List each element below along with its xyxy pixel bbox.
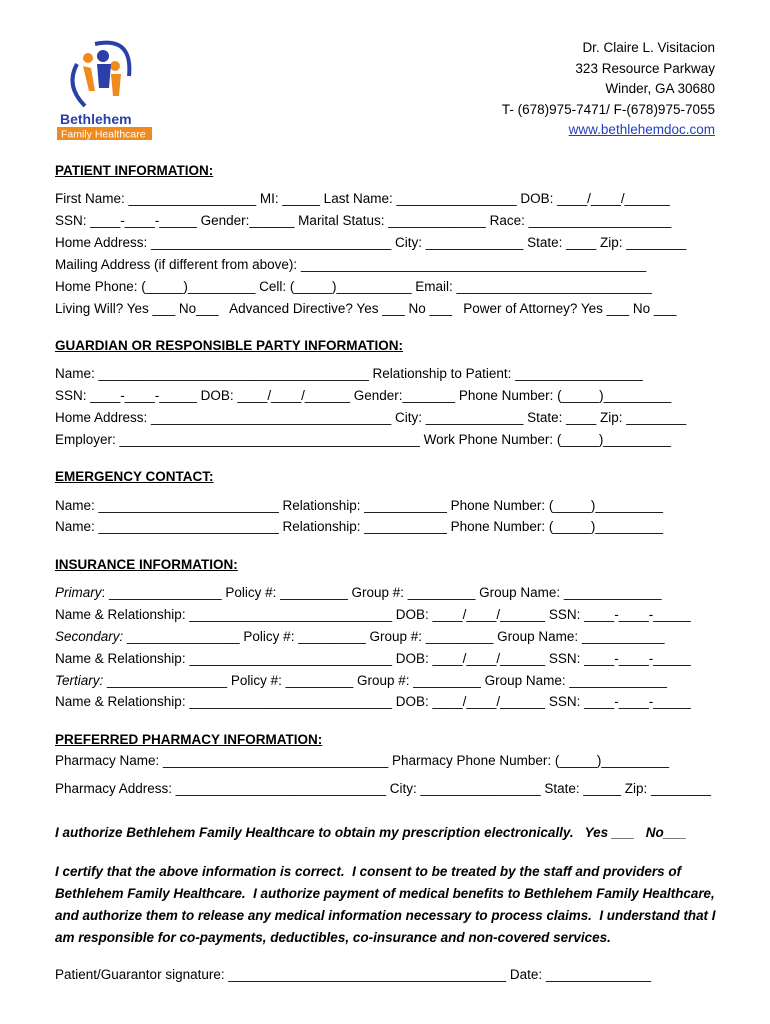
primary-label: Primary bbox=[55, 585, 102, 600]
practice-logo bbox=[55, 36, 155, 140]
practice-contact bbox=[502, 38, 715, 141]
insurance-primary-row[interactable] bbox=[55, 584, 661, 601]
emergency-contact-row-2[interactable]: Name: ________________________ Relationship: ___________ Phone Number: (_____)_________ bbox=[55, 519, 664, 534]
patient-name-row[interactable]: First Name: _________________ MI: _____ Last Name: ________________ DOB: ____/____/______ bbox=[55, 191, 670, 206]
tertiary-fields[interactable]: ________________ Policy #: _________ Group #: _________ Group Name: _____________ bbox=[103, 673, 667, 688]
insurance-secondary-relationship-row[interactable]: Name & Relationship: ___________________________ DOB: ____/____/______ SSN: ____-____-_____ bbox=[55, 651, 691, 666]
guardian-heading: GUARDIAN OR RESPONSIBLE PARTY INFORMATION: bbox=[55, 338, 404, 353]
pharmacy-heading: PREFERRED PHARMACY INFORMATION: bbox=[55, 732, 323, 747]
logo-word-bethlehem: Bethlehem bbox=[60, 111, 132, 127]
certify-line-3: and authorize them to release any medical information necessary to process claims. I understand that I bbox=[55, 908, 716, 923]
signature-row[interactable]: Patient/Guarantor signature: _____________________________________ Date: ______________ bbox=[55, 967, 652, 982]
certify-line-4: am responsible for co-payments, deductibles, co-insurance and non-covered services. bbox=[55, 930, 611, 945]
patient-directives-row[interactable]: Living Will? Yes ___ No___ Advanced Directive? Yes ___ No ___ Power of Attorney? Yes ___ No ___ bbox=[55, 301, 677, 316]
emergency-heading: EMERGENCY CONTACT: bbox=[55, 469, 214, 484]
patient-address-row[interactable]: Home Address: ________________________________ City: _____________ State: ____ Zip: ________ bbox=[55, 235, 687, 250]
patient-phone-row[interactable]: Home Phone: (_____)_________ Cell: (_____)__________ Email: __________________________ bbox=[55, 279, 652, 294]
pharmacy-address-row[interactable]: Pharmacy Address: ____________________________ City: ________________ State: _____ Zip: ________ bbox=[55, 781, 712, 796]
doctor-name: Dr. Claire L. Visitacion bbox=[582, 40, 715, 55]
emergency-contact-row-1[interactable]: Name: ________________________ Relationship: ___________ Phone Number: (_____)_________ bbox=[55, 498, 664, 513]
secondary-fields[interactable]: _______________ Policy #: _________ Group #: _________ Group Name: ___________ bbox=[123, 629, 665, 644]
guardian-address-row[interactable]: Home Address: ________________________________ City: _____________ State: ____ Zip: ________ bbox=[55, 410, 687, 425]
tertiary-label: Tertiary: bbox=[55, 673, 104, 688]
secondary-label: Secondary: bbox=[55, 629, 124, 644]
phone-fax: T- (678)975-7471/ F-(678)975-7055 bbox=[501, 101, 715, 117]
patient-ssn-row[interactable]: SSN: ____-____-_____ Gender:______ Marital Status: _____________ Race: ___________________ bbox=[55, 213, 672, 228]
certify-line-1: I certify that the above information is correct. I consent to be treated by the staff and providers of bbox=[55, 864, 682, 879]
pharmacy-name-row[interactable]: Pharmacy Name: ______________________________ Pharmacy Phone Number: (_____)_________ bbox=[55, 753, 669, 768]
insurance-secondary-row[interactable] bbox=[55, 628, 665, 645]
eprescribe-authorization[interactable]: I authorize Bethlehem Family Healthcare to obtain my prescription electronically. Yes ___ No___ bbox=[55, 825, 687, 840]
website-link[interactable]: www.bethlehemdoc.com bbox=[568, 122, 715, 137]
logo-word-family-healthcare: Family Healthcare bbox=[61, 128, 146, 140]
insurance-tertiary-relationship-row[interactable]: Name & Relationship: ___________________________ DOB: ____/____/______ SSN: ____-____-_____ bbox=[55, 694, 691, 709]
guardian-name-row[interactable]: Name: ____________________________________ Relationship to Patient: _________________ bbox=[55, 366, 643, 381]
patient-info-heading: PATIENT INFORMATION: bbox=[55, 163, 214, 178]
insurance-primary-relationship-row[interactable]: Name & Relationship: ___________________________ DOB: ____/____/______ SSN: ____-____-_____ bbox=[55, 607, 691, 622]
guardian-ssn-row[interactable]: SSN: ____-____-_____ DOB: ____/____/______ Gender:_______ Phone Number: (_____)_________ bbox=[55, 388, 672, 403]
logo-graphic bbox=[55, 36, 155, 140]
guardian-employer-row[interactable]: Employer: ________________________________________ Work Phone Number: (_____)_________ bbox=[55, 432, 672, 447]
street-address: 323 Resource Parkway bbox=[575, 60, 715, 76]
primary-fields[interactable]: : _______________ Policy #: _________ Group #: _________ Group Name: _____________ bbox=[101, 585, 662, 600]
insurance-tertiary-row[interactable] bbox=[55, 672, 667, 689]
city-state-zip: Winder, GA 30680 bbox=[605, 81, 715, 96]
certify-line-2: Bethlehem Family Healthcare. I authorize payment of medical benefits to Bethlehem Family Healthcare, bbox=[55, 886, 715, 901]
patient-mailing-row[interactable]: Mailing Address (if different from above): ______________________________________________ bbox=[55, 257, 647, 272]
insurance-heading: INSURANCE INFORMATION: bbox=[55, 557, 238, 572]
